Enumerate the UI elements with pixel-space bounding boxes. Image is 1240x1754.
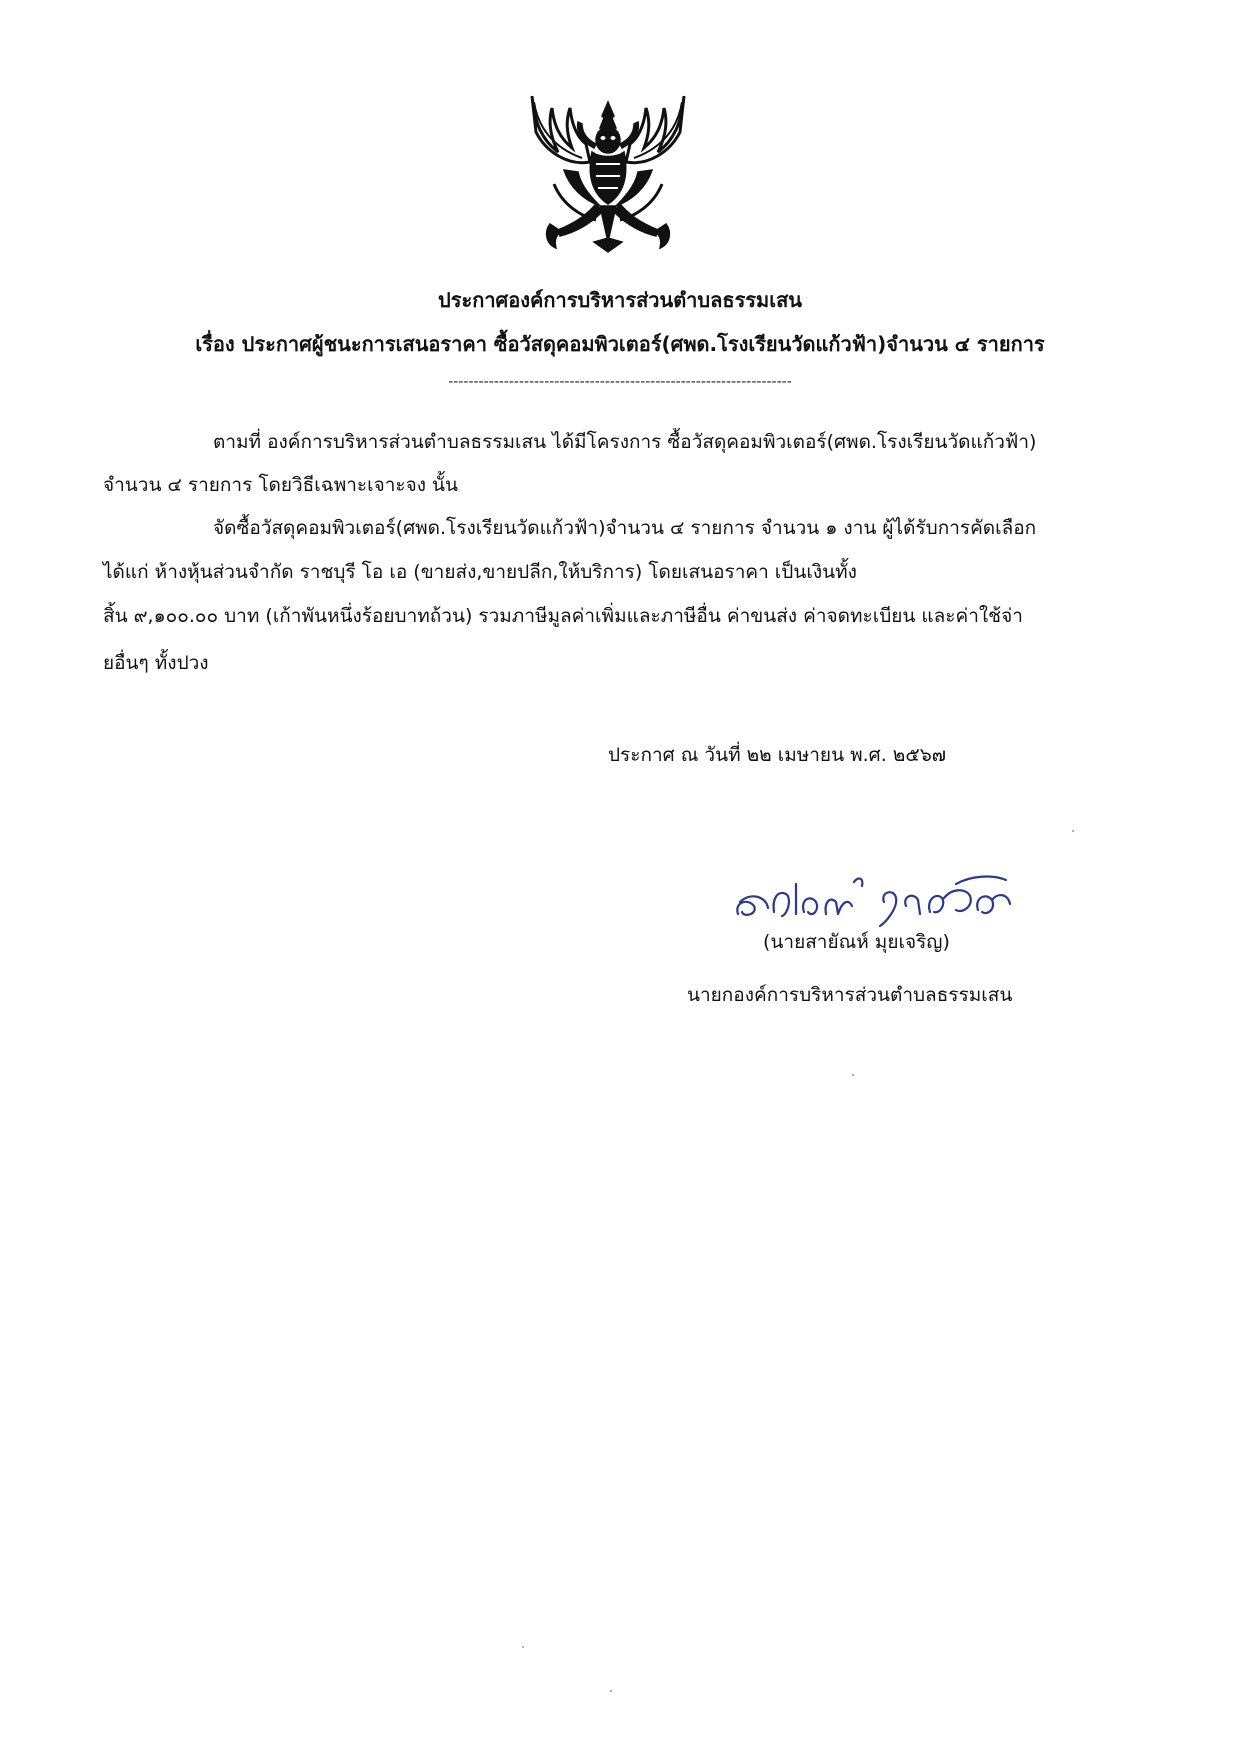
scan-speck (852, 1074, 854, 1076)
announcement-title: ประกาศองค์การบริหารส่วนตำบลธรรมเสน (438, 288, 802, 312)
paragraph-2-line-3: สิ้น ๙,๑๐๐.๐๐ บาท (เก้าพันหนึ่งร้อยบาทถ้วน) รวมภาษีมูลค่าเพิ่มและภาษีอื่น ค่าขนส่ง ค่าจดทะเบียน และค่าใช้จ่า (103, 605, 1023, 627)
scan-speck (522, 1646, 524, 1648)
paragraph-2-line-1: จัดซื้อวัสดุคอมพิวเตอร์(ศพด.โรงเรียนวัดแก้วฟ้า)จำนวน ๔ รายการ จำนวน ๑ งาน ผู้ได้รับการคัดเลือก (213, 517, 1037, 539)
scan-speck (1072, 830, 1074, 832)
announcement-subject: เรื่อง ประกาศผู้ชนะการเสนอราคา ซื้อวัสดุคอมพิวเตอร์(ศพด.โรงเรียนวัดแก้วฟ้า)จำนวน ๔ รายการ (195, 332, 1045, 356)
separator-line: -------------------------------------------------------------------- (448, 374, 792, 390)
signer-name: (นายสายัณห์ มุยเจริญ) (763, 931, 950, 953)
announcement-date: ประกาศ ณ วันที่ ๒๒ เมษายน พ.ศ. ๒๕๖๗ (608, 744, 947, 766)
paragraph-2-line-4: ยอื่นๆ ทั้งปวง (103, 652, 209, 674)
paragraph-1-line-1: ตามที่ องค์การบริหารส่วนตำบลธรรมเสน ได้มีโครงการ ซื้อวัสดุคอมพิวเตอร์(ศพด.โรงเรียนวัดแก้วฟ้า) (213, 431, 1037, 453)
paragraph-1-line-2: จำนวน ๔ รายการ โดยวิธีเฉพาะเจาะจง นั้น (103, 474, 459, 496)
scan-speck (610, 1690, 612, 1692)
paragraph-2-line-2: ได้แก่ ห้างหุ้นส่วนจำกัด ราชบุรี โอ เอ (ขายส่ง,ขายปลีก,ให้บริการ) โดยเสนอราคา เป็นเงินทั้ง (103, 561, 857, 583)
garuda-emblem-icon (524, 92, 692, 260)
signer-title: นายกองค์การบริหารส่วนตำบลธรรมเสน (687, 984, 1013, 1006)
handwritten-signature (730, 862, 1030, 932)
